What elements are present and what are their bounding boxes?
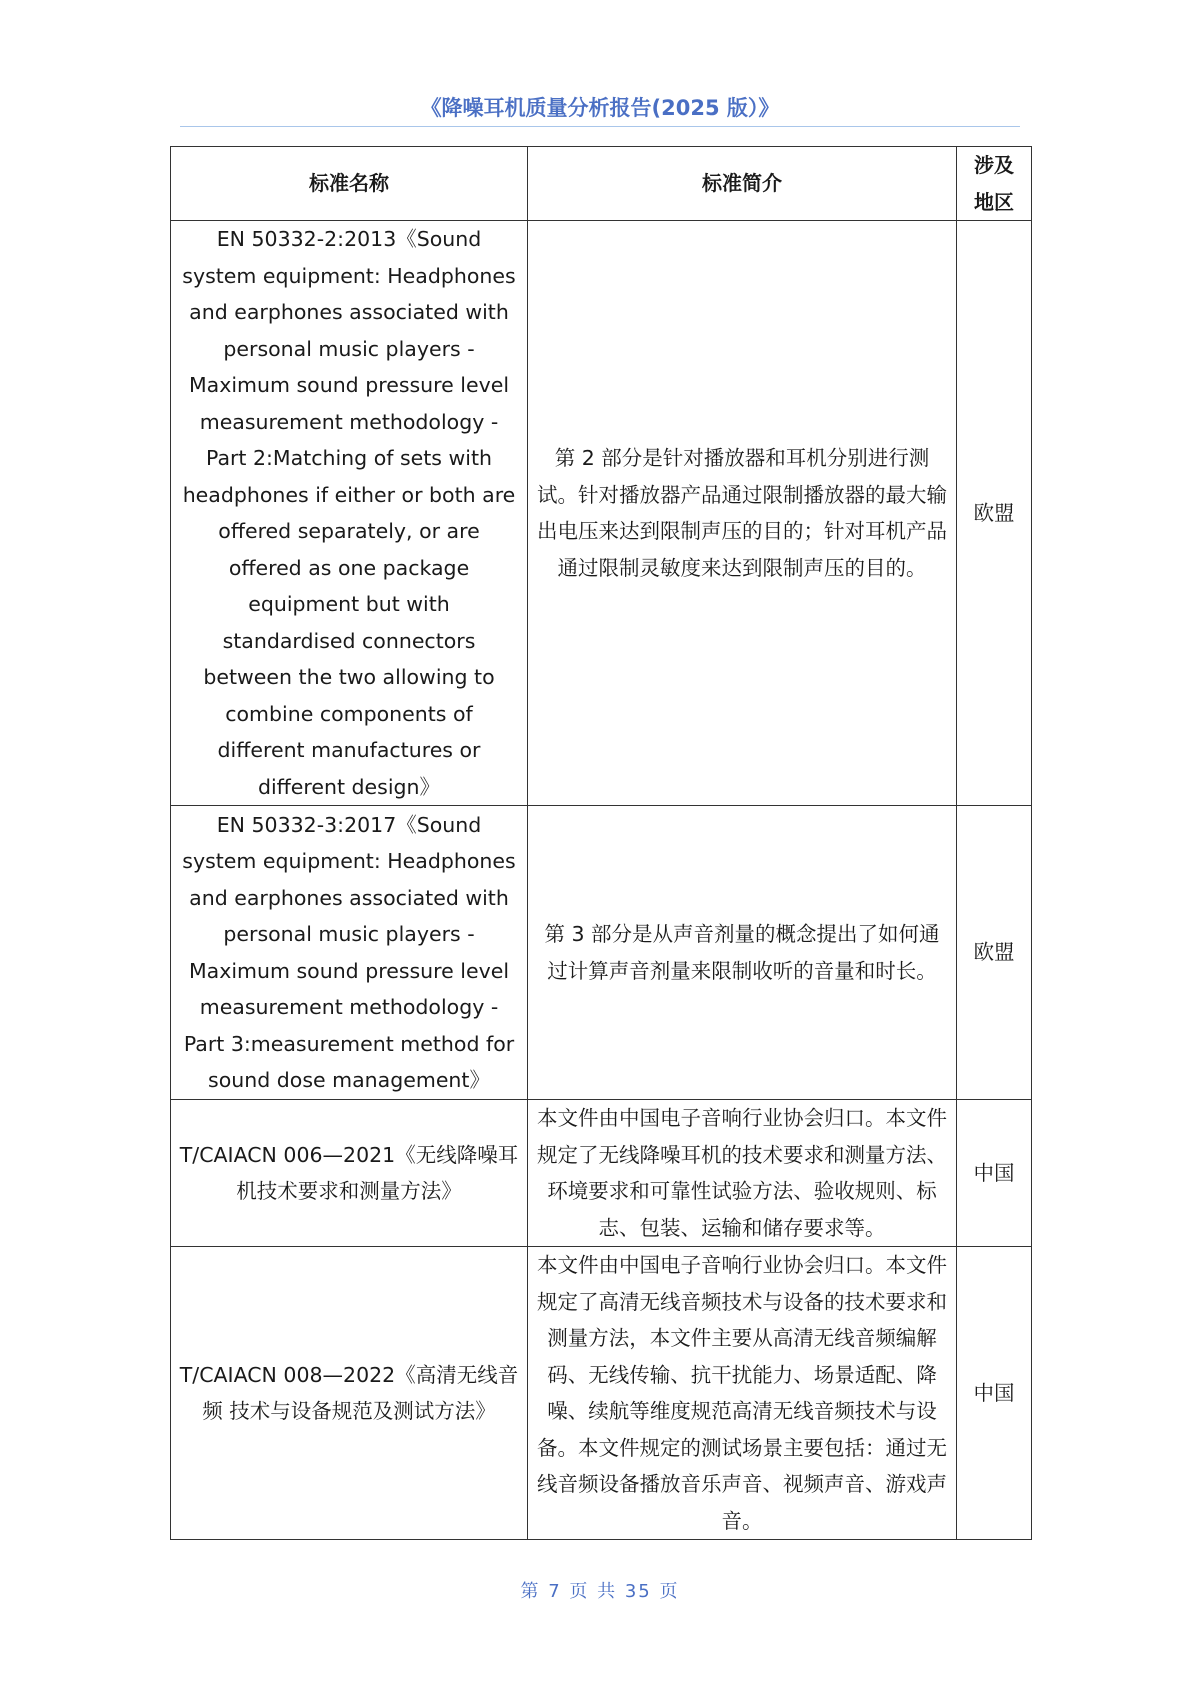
table-header-row	[171, 147, 1032, 221]
region-cell: 欧盟	[957, 806, 1032, 1100]
region-cell: 欧盟	[957, 221, 1032, 806]
standard-summary-cell: 第 3 部分是从声音剂量的概念提出了如何通过计算声音剂量来限制收听的音量和时长。	[528, 806, 957, 1100]
standard-name-cell: T/CAIACN 008—2022《高清无线音频 技术与设备规范及测试方法》	[171, 1247, 528, 1540]
standard-summary-cell: 第 2 部分是针对播放器和耳机分别进行测试。针对播放器产品通过限制播放器的最大输出电压来达到限制声压的目的；针对耳机产品通过限制灵敏度来达到限制声压的目的。	[528, 221, 957, 806]
table-row	[171, 221, 1032, 806]
standard-summary-cell: 本文件由中国电子音响行业协会归口。本文件规定了无线降噪耳机的技术要求和测量方法、环境要求和可靠性试验方法、验收规则、标志、包装、运输和储存要求等。	[528, 1100, 957, 1247]
standard-name-cell: T/CAIACN 006—2021《无线降噪耳机技术要求和测量方法》	[171, 1100, 528, 1247]
region-cell: 中国	[957, 1100, 1032, 1247]
column-header-region: 涉及地区	[957, 147, 1032, 221]
standard-name-cell: EN 50332-2:2013《Sound system equipment: Headphones and earphones associated with personal music players - Maximum sound pressure level measurement methodology - Part 2:Matching of sets with headphones if either or both are offered separately, or are offered as one package equipment but with standardised connectors between the two allowing to combine components of different manufactures or different design》	[171, 221, 528, 806]
column-header-standard-name: 标准名称	[171, 147, 528, 221]
table-row	[171, 806, 1032, 1100]
column-header-standard-summary: 标准简介	[528, 147, 957, 221]
standard-name-cell: EN 50332-3:2017《Sound system equipment: Headphones and earphones associated with personal music players - Maximum sound pressure level measurement methodology - Part 3:measurement method for sound dose management》	[171, 806, 528, 1100]
header-divider	[180, 126, 1020, 127]
page-number-footer: 第 7 页 共 35 页	[520, 1581, 680, 1602]
table-row	[171, 1100, 1032, 1247]
standard-summary-cell: 本文件由中国电子音响行业协会归口。本文件规定了高清无线音频技术与设备的技术要求和测量方法，本文件主要从高清无线音频编解码、无线传输、抗干扰能力、场景适配、降噪、续航等维度规范高清无线音频技术与设备。本文件规定的测试场景主要包括：通过无线音频设备播放音乐声音、视频声音、游戏声音。	[528, 1247, 957, 1540]
region-cell: 中国	[957, 1247, 1032, 1540]
document-header-title: 《降噪耳机质量分析报告(2025 版）》	[420, 96, 780, 120]
table-row	[171, 1247, 1032, 1540]
standards-table	[170, 146, 1032, 1540]
